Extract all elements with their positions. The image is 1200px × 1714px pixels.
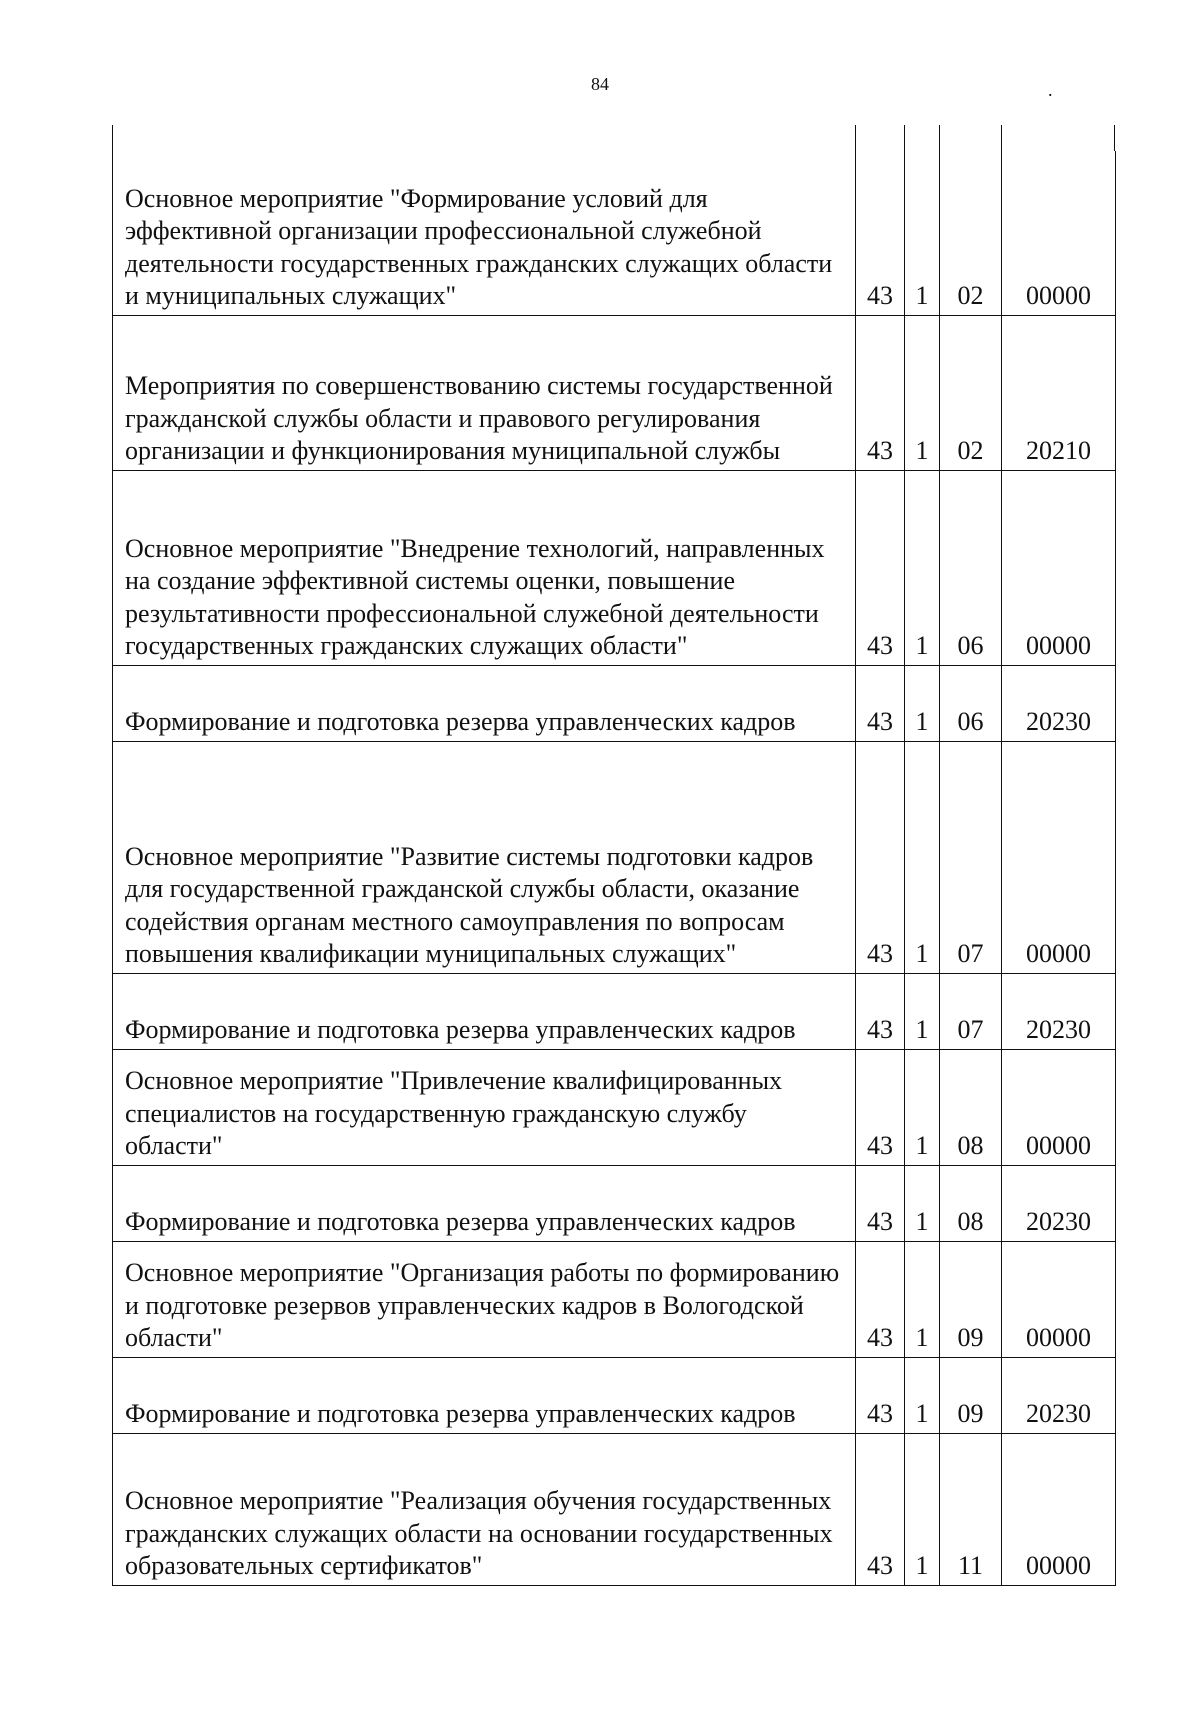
table-row: [113, 1049, 1116, 1165]
code-col-1: 43: [856, 315, 905, 470]
table-row: [113, 470, 1116, 665]
code-col-1: 43: [856, 1433, 905, 1585]
code-col-1: 43: [856, 741, 905, 973]
code-col-1: 43: [856, 1165, 905, 1241]
budget-classification-table: [112, 151, 1116, 1586]
code-col-4: 20230: [1002, 665, 1116, 741]
row-name: Основное мероприятие "Реализация обучения государственных гражданских служащих области на основании государственных образовательных сертификатов": [113, 1433, 856, 1585]
corner-mark: .: [1048, 80, 1053, 100]
code-col-3: 07: [940, 741, 1002, 973]
code-col-4: 00000: [1002, 741, 1116, 973]
code-col-2: 1: [905, 1241, 940, 1357]
code-col-4: 20210: [1002, 315, 1116, 470]
code-col-3: 09: [940, 1241, 1002, 1357]
row-name: Основное мероприятие "Привлечение квалифицированных специалистов на государственную гражданскую службу области": [113, 1049, 856, 1165]
code-col-1: 43: [856, 1049, 905, 1165]
table-row: [113, 1357, 1116, 1433]
row-name: Основное мероприятие "Развитие системы подготовки кадров для государственной гражданской службы области, оказание содействия органам местного самоуправления по вопросам повышения квалификации муниципальных служащих": [113, 741, 856, 973]
code-col-2: 1: [905, 1357, 940, 1433]
table-row: [113, 1241, 1116, 1357]
code-col-4: 00000: [1002, 1049, 1116, 1165]
table-top-continuation: [112, 125, 1115, 151]
code-col-3: 06: [940, 470, 1002, 665]
code-col-2: 1: [905, 665, 940, 741]
code-col-4: 20230: [1002, 1165, 1116, 1241]
code-col-4: 00000: [1002, 1241, 1116, 1357]
row-name: Формирование и подготовка резерва управленческих кадров: [113, 1357, 856, 1433]
code-col-2: 1: [905, 151, 940, 315]
code-col-3: 06: [940, 665, 1002, 741]
code-col-2: 1: [905, 315, 940, 470]
code-col-1: 43: [856, 470, 905, 665]
row-name: Основное мероприятие "Формирование условий для эффективной организации профессиональной служебной деятельности государственных гражданских служащих области и муниципальных служащих": [113, 151, 856, 315]
code-col-4: 00000: [1002, 151, 1116, 315]
code-col-3: 08: [940, 1049, 1002, 1165]
code-col-1: 43: [856, 151, 905, 315]
page-number: 84: [591, 74, 609, 94]
code-col-2: 1: [905, 1049, 940, 1165]
code-col-2: 1: [905, 741, 940, 973]
code-col-2: 1: [905, 1165, 940, 1241]
code-col-3: 02: [940, 151, 1002, 315]
table-row: [113, 1165, 1116, 1241]
code-col-2: 1: [905, 1433, 940, 1585]
code-col-1: 43: [856, 1241, 905, 1357]
row-name: Формирование и подготовка резерва управленческих кадров: [113, 1165, 856, 1241]
row-name: Мероприятия по совершенствованию системы государственной гражданской службы области и правового регулирования организации и функционирования муниципальной службы: [113, 315, 856, 470]
code-col-1: 43: [856, 665, 905, 741]
row-name: Формирование и подготовка резерва управленческих кадров: [113, 973, 856, 1049]
table-row: [113, 151, 1116, 315]
table-row: [113, 741, 1116, 973]
row-name: Основное мероприятие "Внедрение технологий, направленных на создание эффективной системы оценки, повышение результативности профессиональной служебной деятельности государственных гражданских служащих области": [113, 470, 856, 665]
code-col-3: 08: [940, 1165, 1002, 1241]
code-col-3: 07: [940, 973, 1002, 1049]
row-name: Формирование и подготовка резерва управленческих кадров: [113, 665, 856, 741]
row-name: Основное мероприятие "Организация работы по формированию и подготовке резервов управленческих кадров в Вологодской области": [113, 1241, 856, 1357]
code-col-1: 43: [856, 1357, 905, 1433]
code-col-4: 20230: [1002, 1357, 1116, 1433]
table-row: [113, 665, 1116, 741]
code-col-4: 20230: [1002, 973, 1116, 1049]
code-col-3: 09: [940, 1357, 1002, 1433]
code-col-2: 1: [905, 973, 940, 1049]
code-col-3: 02: [940, 315, 1002, 470]
code-col-4: 00000: [1002, 470, 1116, 665]
code-col-4: 00000: [1002, 1433, 1116, 1585]
table-row: [113, 1433, 1116, 1585]
code-col-2: 1: [905, 470, 940, 665]
code-col-1: 43: [856, 973, 905, 1049]
table-row: [113, 315, 1116, 470]
table-row: [113, 973, 1116, 1049]
code-col-3: 11: [940, 1433, 1002, 1585]
